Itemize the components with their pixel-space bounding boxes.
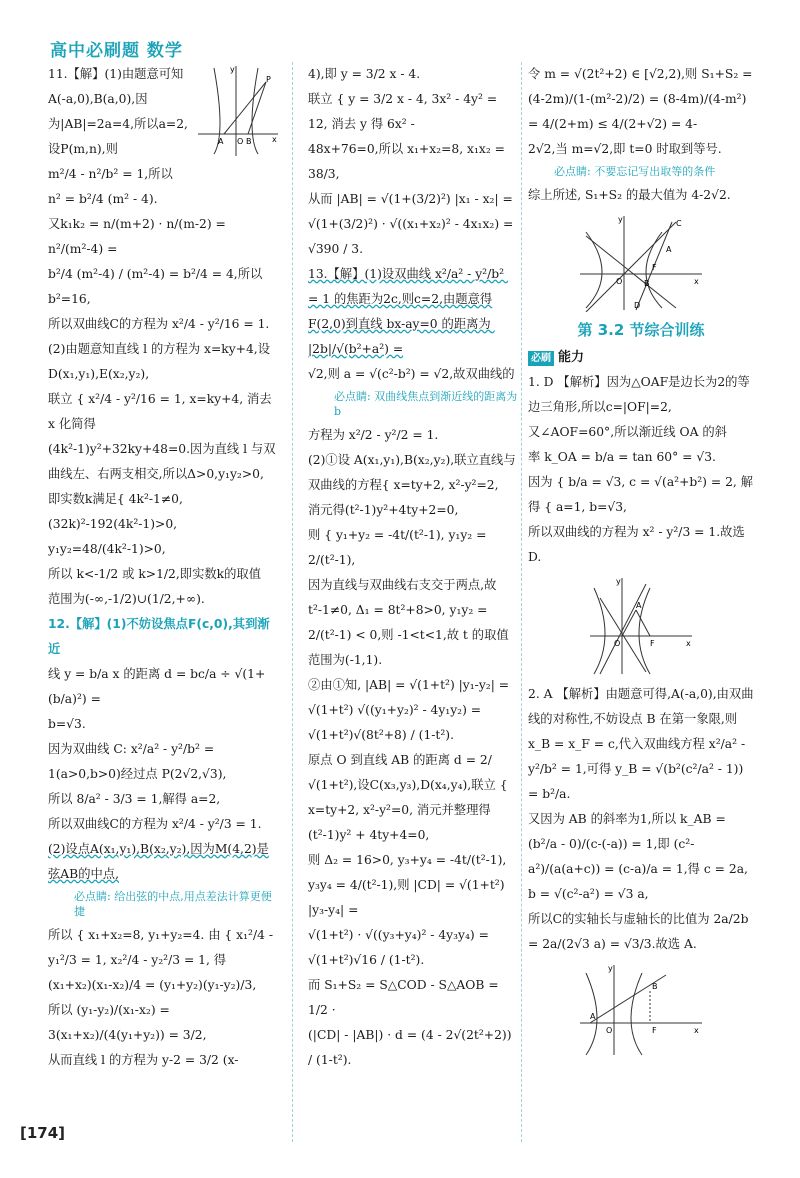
text-line: 又因为 AB 的斜率为1,所以 k_AB = (b²/a - 0)/(c-(-a)) = 1,即 (c²-a²)/(a(a+c)) = (c-a)/a = 1,得 c = 2a, b = √(c²-a²) = √3 a,: [528, 812, 752, 901]
note-midpoint: 必点睛: 给出弦的中点,用点差法计算更便捷: [74, 890, 272, 918]
text-line: 而 S₁+S₂ = S△COD - S△AOB = 1/2 ·: [308, 978, 503, 1017]
text-line: 线 y = b/a x 的距离 d = bc/a ÷ √(1+(b/a)²) =: [48, 667, 266, 706]
fig-label: y: [230, 65, 235, 74]
text-line: 所以双曲线的方程为 x² - y²/3 = 1.故选 D.: [528, 525, 749, 564]
text-line: n² = b²/4 (m² - 4).: [48, 192, 158, 206]
text-line: 因为直线与双曲线右支交于两点,故 t²-1≠0, Δ₁ = 8t²+8>0, y₁y₂ = 2/(t²-1) < 0,则 -1<t<1,故 t 的取值范围为(-1,1).: [308, 578, 509, 667]
text-line: √390 / 3.: [308, 242, 363, 256]
fig-label: x: [694, 277, 699, 286]
text-line: 所以 (y₁-y₂)/(x₁-x₂) = 3(x₁+x₂)/(4(y₁+y₂)) = 3/2,: [48, 1003, 207, 1042]
question-12: 12.【解】(1)不妨设焦点F(c,0),其到渐近: [48, 617, 270, 656]
fig-label: B: [644, 279, 650, 288]
answer-1: 1. D 【解析】因为△OAF是边长为2的等边三角形,所以c=|OF|=2,: [528, 375, 750, 414]
fig-label: O: [606, 1026, 613, 1035]
subsection-text: 能力: [558, 350, 585, 365]
text-line: (2)由题意知直线 l 的方程为 x=ky+4,设D(x₁,y₁),E(x₂,y₂),: [48, 342, 271, 381]
fig-label: O: [237, 137, 244, 146]
text-line: 又∠AOF=60°,所以渐近线 OA 的斜: [528, 425, 727, 439]
text-line: 消元得(t²-1)y²+4ty+2=0,: [308, 503, 459, 517]
text-line: 从而直线 l 的方程为 y-2 = 3/2 (x-: [48, 1053, 239, 1067]
fig-label: F: [650, 639, 655, 648]
text-line: b=√3.: [48, 717, 86, 731]
text-line: 即实数k满足{ 4k²-1≠0, (32k)²-192(4k²-1)>0, y₁y₂=48/(4k²-1)>0,: [48, 492, 187, 556]
text-line: 所以双曲线C的方程为 x²/4 - y²/16 = 1.: [48, 317, 270, 331]
text-line: 又k₁k₂ = n/(m+2) · n/(m-2) = n²/(m²-4) =: [48, 217, 230, 256]
text-line: 2√2,当 m=√2,即 t=0 时取到等号.: [528, 142, 722, 156]
text-line: 原点 O 到直线 AB 的距离 d = 2/√(1+t²),设C(x₃,y₃),D(x₄,y₄),联立 { x=ty+2, x²-y²=0, 消元并整理得(t²-1)y² + 4ty+4=0,: [308, 753, 512, 842]
text-line: 48x+76=0,所以 x₁+x₂=8, x₁x₂ = 38/3,: [308, 142, 509, 181]
text-line: 因为双曲线 C: x²/a² - y²/b² = 1(a>0,b>0)经过点 P(2√2,√3),: [48, 742, 227, 781]
fig-label: O: [616, 277, 623, 286]
fig-label: B: [246, 137, 252, 146]
text-line: (|CD| - |AB|) · d = (4 - 2√(2t²+2)) / (1-t²).: [308, 1028, 516, 1067]
text-line: 所以 k<-1/2 或 k>1/2,即实数k的取值: [48, 567, 262, 581]
question-13: 13.【解】(1)设双曲线 x²/a² - y²/b² = 1 的焦距为2c,则c=2,由题意得F(2,0)到直线 bx-ay=0 的距离为 |2b|/√(b²+a²) =: [308, 267, 508, 356]
text-line: 率 k_OA = b/a = tan 60° = √3.: [528, 450, 716, 464]
text-line: 方程为 x²/2 - y²/2 = 1.: [308, 428, 439, 442]
fig-label: y: [618, 215, 623, 224]
figure-hyperbola-3: [586, 574, 696, 678]
fig-label: A: [590, 1012, 596, 1021]
subsection-label: [528, 345, 754, 370]
text-line: 因为 { b/a = √3, c = √(a²+b²) = 2, 解得 { a=1, b=√3,: [528, 475, 754, 514]
fig-label: A: [666, 245, 672, 254]
fig-label: y: [616, 577, 621, 586]
text-line: ②由①知, |AB| = √(1+t²) |y₁-y₂| = √(1+t²) √((y₁+y₂)² - 4y₁y₂) = √(1+t²)√(8t²+8) / (1-t²).: [308, 678, 513, 742]
text-line: (x₁+x₂)(x₁-x₂)/4 = (y₁+y₂)(y₁-y₂)/3,: [48, 978, 257, 992]
column-divider: [292, 62, 293, 1142]
text-line: (2)①设 A(x₁,y₁),B(x₂,y₂),联立直线与双曲线的方程{ x=ty+2, x²-y²=2,: [308, 453, 516, 492]
text-line: √2,则 a = √(c²-b²) = √2,故双曲线的: [308, 367, 515, 381]
fig-label: D: [634, 301, 641, 310]
text-line: 则 Δ₂ = 16>0, y₃+y₄ = -4t/(t²-1), y₃y₄ = 4/(t²-1),则 |CD| = √(1+t²) |y₃-y₄| =: [308, 853, 511, 917]
text-line: b²/4 (m²-4) / (m²-4) = b²/4 = 4,所以b²=16,: [48, 267, 263, 306]
fig-label: F: [652, 263, 657, 272]
header-title: 高中必刷题 数学: [50, 41, 183, 61]
text-line: √(1+(3/2)²) · √((x₁+x₂)² - 4x₁x₂) =: [308, 217, 514, 231]
note-focus-distance: 必点睛: 双曲线焦点到渐近线的距离为b: [334, 390, 518, 418]
text-line: m²/4 - n²/b² = 1,所以: [48, 167, 173, 181]
fig-label: x: [694, 1026, 699, 1035]
text-line: 综上所述, S₁+S₂ 的最大值为 4-2√2.: [528, 188, 731, 202]
fig-label: C: [676, 219, 682, 228]
text-line: 所以 8/a² - 3/3 = 1,解得 a=2,: [48, 792, 221, 806]
fig-label: B: [652, 982, 658, 991]
fig-label: O: [614, 639, 621, 648]
text-line: √(1+t²) · √((y₃+y₄)² - 4y₃y₄) = √(1+t²)√16 / (1-t²).: [308, 928, 493, 967]
answer-2: 2. A 【解析】由题意可得,A(-a,0),由双曲线的对称性,不妨设点 B 在第一象限,则 x_B = x_F = c,代入双曲线方程 x²/a² - y²/b² = 1,可得 y_B = √(b²(c²/a² - 1)) = b²/a.: [528, 687, 754, 801]
text-line: 范围为(-∞,-1/2)∪(1/2,+∞).: [48, 592, 205, 606]
fig-label: x: [686, 639, 691, 648]
text-line: 所以C的实轴长与虚轴长的比值为 2a/2b = 2a/(2√3 a) = √3/3.故选 A.: [528, 912, 753, 951]
column-divider: [521, 62, 522, 1142]
figure-hyperbola-2: [576, 212, 706, 312]
text-line: (4k²-1)y²+32ky+48=0.因为直线 l 与双曲线左、右两支相交,所以Δ>0,y₁y₂>0,: [48, 442, 276, 481]
page-number: [174]: [20, 1124, 66, 1142]
section-title: 第 3.2 节综合训练: [577, 321, 705, 339]
column-middle: [308, 62, 518, 1073]
text-line: 联立 { y = 3/2 x - 4, 3x² - 4y² = 12, 消去 y 得 6x² -: [308, 92, 502, 131]
fig-label: A: [218, 137, 224, 146]
text-line: 所以 { x₁+x₂=8, y₁+y₂=4. 由 { x₁²/4 - y₁²/3 = 1, x₂²/4 - y₂²/3 = 1, 得: [48, 928, 277, 967]
subsection-tag: 必刷: [528, 351, 554, 366]
figure-hyperbola-4: [576, 961, 706, 1057]
text-line: 联立 { x²/4 - y²/16 = 1, x=ky+4, 消去 x 化简得: [48, 392, 276, 431]
text-line: (4-2m)/(1-(m²-2)/2) = (8-4m)/(4-m²) = 4/(2+m) ≤ 4/(2+√2) = 4-: [528, 92, 751, 131]
text-line: 4),即 y = 3/2 x - 4.: [308, 67, 421, 81]
fig-label: x: [272, 135, 277, 144]
text-line: 则 { y₁+y₂ = -4t/(t²-1), y₁y₂ = 2/(t²-1),: [308, 528, 491, 567]
fig-label: P: [266, 75, 271, 84]
fig-label: y: [608, 964, 613, 973]
column-right: [528, 62, 754, 1061]
figure-hyperbola-1: [196, 62, 280, 158]
text-line: 所以双曲线C的方程为 x²/4 - y²/3 = 1.: [48, 817, 262, 831]
fig-label: F: [652, 1026, 657, 1035]
text-line: 11.【解】(1)由题意可知 A(-a,0),B(a,0),因为|AB|=2a=4,所以a=2,设P(m,n),则: [48, 67, 188, 156]
text-line: 从而 |AB| = √(1+(3/2)²) |x₁ - x₂| =: [308, 192, 513, 206]
note-equality: 必点睛: 不要忘记写出取等的条件: [554, 165, 716, 178]
fig-label: A: [636, 601, 642, 610]
text-line: 令 m = √(2t²+2) ∈ [√2,2),则 S₁+S₂ =: [528, 67, 753, 81]
text-line: (2)设点A(x₁,y₁),B(x₂,y₂),因为M(4,2)是弦AB的中点,: [48, 842, 269, 881]
column-left: [48, 62, 280, 1073]
